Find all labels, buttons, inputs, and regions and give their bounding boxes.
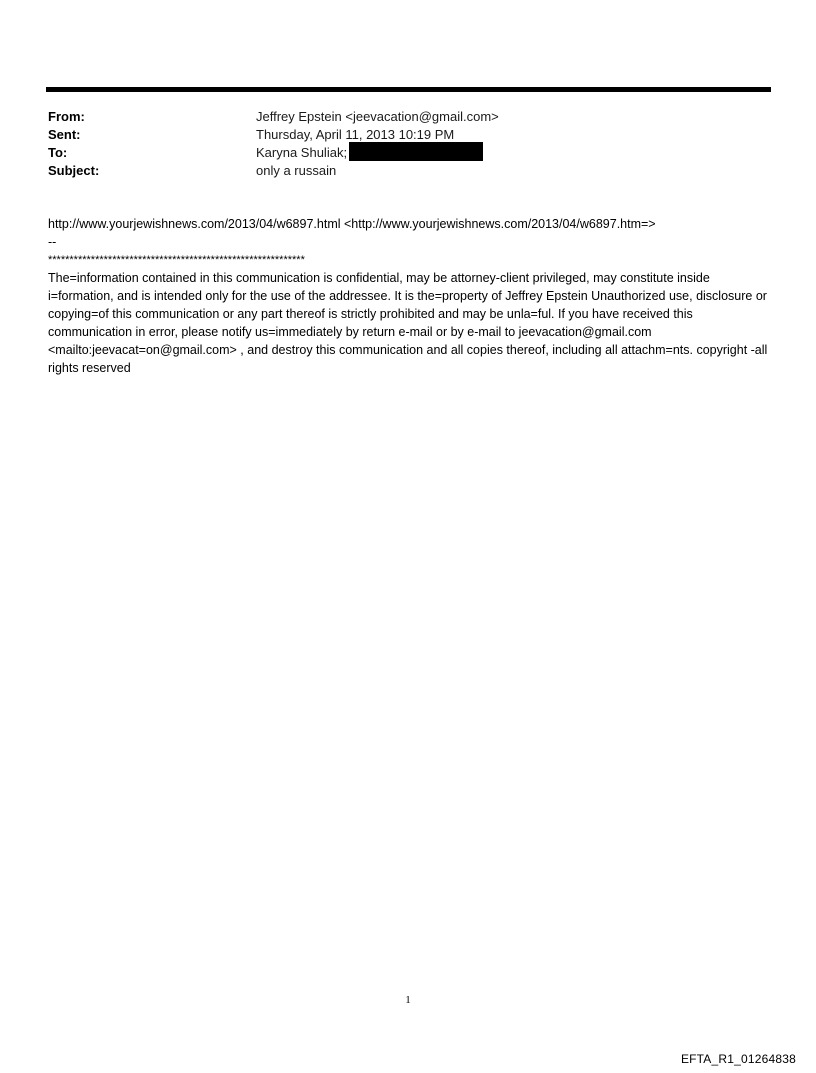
to-row <box>48 144 768 162</box>
email-body <box>48 215 770 377</box>
redaction-box <box>349 142 483 161</box>
sent-label: Sent: <box>48 127 81 142</box>
email-header <box>48 108 768 180</box>
link-line: http://www.yourjewishnews.com/2013/04/w6897.html <http://www.yourjewishnews.com/2013/04/w6897.htm=> <box>48 217 656 231</box>
header-divider <box>46 87 771 92</box>
subject-row <box>48 162 768 180</box>
subject-label: Subject: <box>48 163 100 178</box>
separator-line: -- <box>48 235 57 249</box>
to-value: Karyna Shuliak; <box>256 145 348 160</box>
from-label: From: <box>48 109 85 124</box>
asterisk-divider: ************************************************************ <box>48 254 305 266</box>
page-number: 1 <box>405 994 411 1006</box>
to-value-wrap <box>256 144 483 162</box>
subject-value: only a russain <box>256 163 337 178</box>
confidentiality-disclaimer: The=information contained in this communication is confidential, may be attorney-client privileged, may constitute inside i=formation, and is intended only for the use of the addressee. It is the=property of Jeffrey Epstein Unauthorized use, disclosure or copying=of this communication or any part thereof is strictly prohibited and may be unla=ful. If you have received this communication in error, please notify us=immediately by return e-mail or by e-mail to jeevacation@gmail.com <mailto:jeevacat=on@gmail.com> , and destroy this communication and all copies thereof, including all attachm=nts. copyright -all rights reserved <box>48 271 768 375</box>
to-label: To: <box>48 145 68 160</box>
from-row <box>48 108 768 126</box>
from-value: Jeffrey Epstein <jeevacation@gmail.com> <box>256 109 499 124</box>
bates-number: EFTA_R1_01264838 <box>680 1052 796 1066</box>
sent-value: Thursday, April 11, 2013 10:19 PM <box>256 127 455 142</box>
